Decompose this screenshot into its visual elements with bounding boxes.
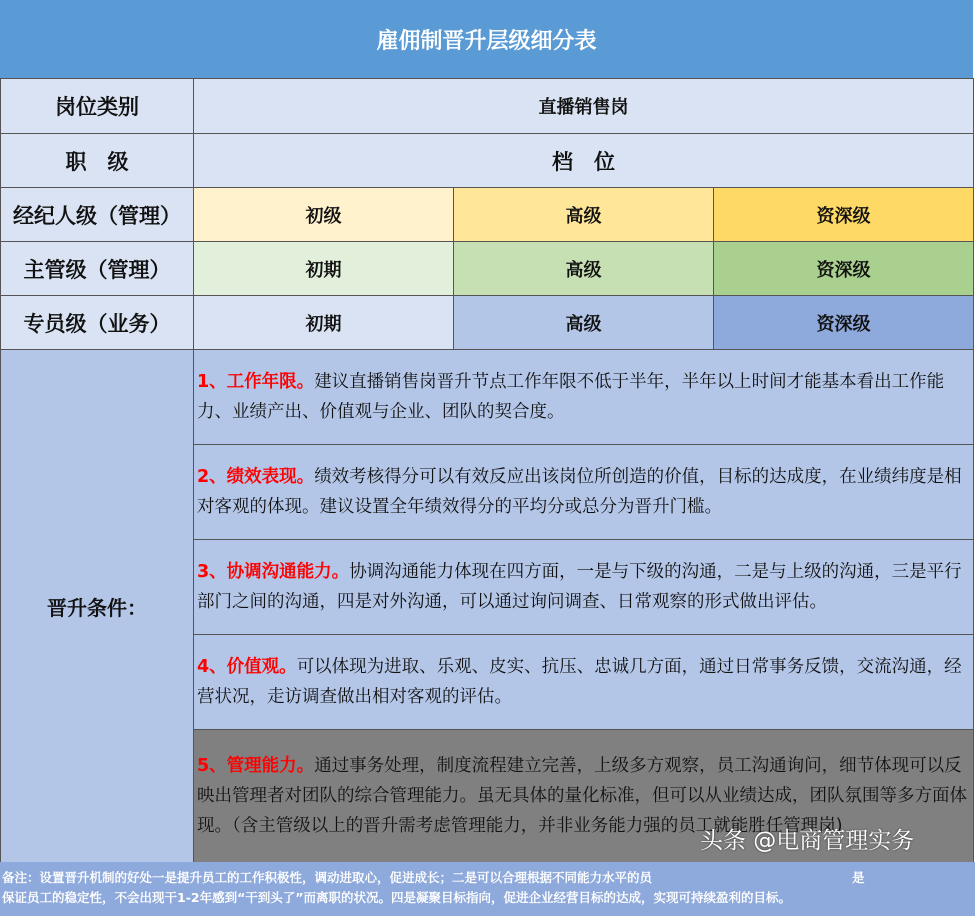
condition-item [193, 444, 974, 540]
condition-item [193, 634, 974, 730]
condition-title: 4、价值观。 [197, 657, 297, 677]
condition-text: 建议直播销售岗晋升节点工作年限不低于半年，半年以上时间才能基本看出工作能力、业绩产出、价值观与企业、团队的契合度。 [197, 372, 945, 422]
category-value: 直播销售岗 [193, 78, 974, 134]
condition-title: 3、协调沟通能力。 [197, 562, 350, 582]
grade-cell: 高级 [453, 187, 714, 242]
note-line-1: 备注：设置晋升机制的好处一是提升员工的工作积极性，调动进取心，促进成长；二是可以合理根据不同能力水平的员 [2, 870, 653, 885]
grade-cell: 初期 [193, 295, 454, 350]
grade-cell: 资深级 [713, 241, 974, 296]
category-label: 岗位类别 [0, 78, 194, 134]
note [0, 862, 975, 916]
condition-title: 1、工作年限。 [197, 372, 315, 392]
condition-item [193, 349, 974, 445]
table-title: 雇佣制晋升层级细分表 [0, 0, 975, 78]
condition-text: 通过事务处理，制度流程建立完善，上级多方观察，员工沟通询问，细节体现可以反映出管理者对团队的综合管理能力。虽无具体的量化标准，但可以从业绩达成，团队氛围等多方面体现。（含主管级以上的晋升需考虑管理能力，并非业务能力强的员工就能胜任管理岗) [197, 756, 967, 836]
condition-title: 5、管理能力。 [197, 756, 315, 776]
level-label: 主管级（管理） [0, 241, 194, 296]
watermark: 头条 @电商管理实务 [700, 828, 915, 854]
grade-cell: 初级 [193, 187, 454, 242]
grade-cell: 资深级 [713, 187, 974, 242]
condition-title: 2、绩效表现。 [197, 467, 315, 487]
condition-text: 绩效考核得分可以有效反应出该岗位所创造的价值，目标的达成度，在业绩纬度是相对客观的体现。建议设置全年绩效得分的平均分或总分为晋升门槛。 [197, 467, 962, 517]
grade-cell: 高级 [453, 295, 714, 350]
rank-label: 职 级 [0, 133, 194, 188]
note-line-2: 保证员工的稳定性，不会出现干1-2年感到“干到头了”而离职的状况。四是凝聚目标指向，促进企业经营目标的达成，实现可持续盈利的目标。 [2, 890, 792, 905]
condition-item [193, 539, 974, 635]
level-label: 专员级（业务） [0, 295, 194, 350]
level-label: 经纪人级（管理） [0, 187, 194, 242]
grade-cell: 高级 [453, 241, 714, 296]
condition-text: 协调沟通能力体现在四方面，一是与下级的沟通，二是与上级的沟通，三是平行部门之间的沟通，四是对外沟通，可以通过询问调查、日常观察的形式做出评估。 [197, 562, 962, 612]
conditions-label: 晋升条件： [0, 349, 194, 863]
grade-label: 档 位 [193, 133, 974, 188]
note-line-1-end: 是 [852, 870, 865, 885]
grade-cell: 初期 [193, 241, 454, 296]
condition-text: 可以体现为进取、乐观、皮实、抗压、忠诚几方面，通过日常事务反馈，交流沟通，经营状况，走访调查做出相对客观的评估。 [197, 657, 962, 707]
grade-cell: 资深级 [713, 295, 974, 350]
